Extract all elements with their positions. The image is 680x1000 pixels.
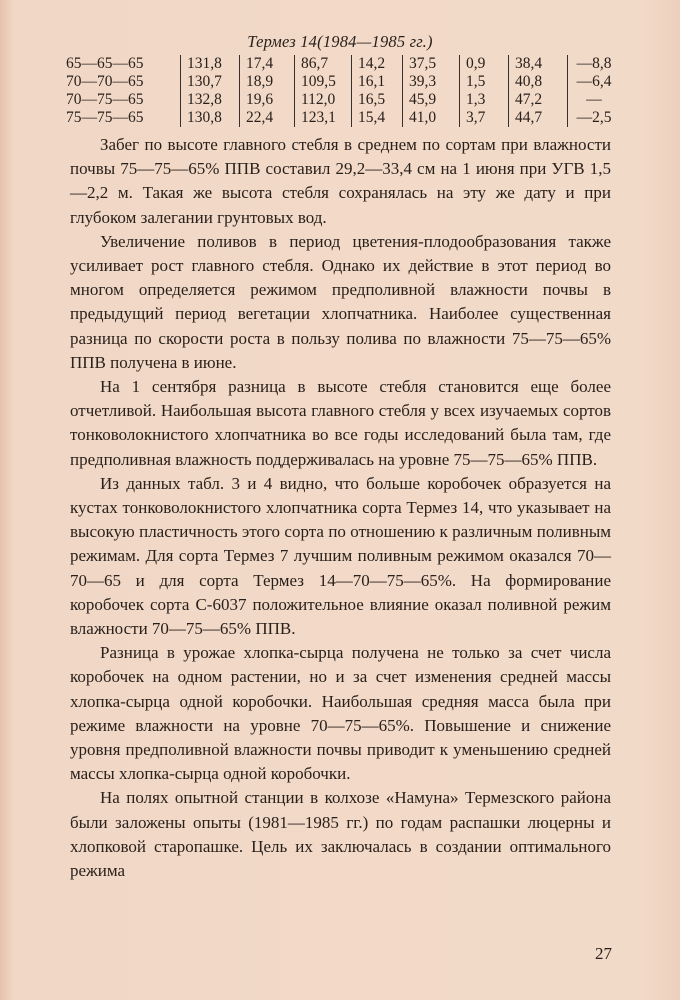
table-cell: 130,8 [181,109,240,127]
table-row [66,55,620,73]
table-cell: 38,4 [509,55,568,73]
page-number: 27 [595,944,612,963]
table-cell: 44,7 [509,109,568,127]
paragraph: Разница в урожае хлопка-сырца получена не только за счет числа коробочек на одном растении, но и за счет изменения средней массы хлопка-сырца одной коробочки. Наибольшая средняя масса была при режиме влажности на уровне 70—75—65%. Повышение и снижение уровня предполивной влажности почвы приводит к уменьшению средней массы хлопка-сырца одной коробочки. [70,643,611,784]
table-cell: 131,8 [181,55,240,73]
running-head: Термез 14(1984—1985 гг.) [247,32,433,51]
table-cell: —6,4 [568,73,621,91]
data-table [66,55,620,127]
row-label: 75—75—65 [66,109,144,126]
table-row [66,91,620,109]
table-cell: —8,8 [568,55,621,73]
table-cell: 15,4 [352,109,403,127]
table-cell: 17,4 [240,55,295,73]
table-cell: 16,1 [352,73,403,91]
table-row [66,109,620,127]
body-text [70,133,611,883]
table-cell: 109,5 [295,73,352,91]
table-cell: 22,4 [240,109,295,127]
table-cell: 40,8 [509,73,568,91]
row-label: 70—75—65 [66,91,144,108]
table-cell: 41,0 [403,109,460,127]
table-cell: 14,2 [352,55,403,73]
table-cell: 0,9 [460,55,509,73]
table-cell: 45,9 [403,91,460,109]
table-cell: 123,1 [295,109,352,127]
table-cell: 112,0 [295,91,352,109]
table-cell: 130,7 [181,73,240,91]
table-cell: —2,5 [568,109,621,127]
table-cell: 16,5 [352,91,403,109]
paragraph: На полях опытной станции в колхозе «Намуна» Термезского района были заложены опыты (1981—1985 гг.) по годам распашки люцерны и хлопковой старопашке. Цель их заключалась в создании оптимального режима [70,788,611,881]
table-row [66,73,620,91]
paragraph: На 1 сентября разница в высоте стебля становится еще более отчетливой. Наибольшая высота главного стебля у всех изучаемых сортов тонковолокнистого хлопчатника во все годы исследований была там, где предполивная влажность поддерживалась на уровне 75—75—65% ППВ. [70,377,611,469]
table-cell: 132,8 [181,91,240,109]
table-cell: 19,6 [240,91,295,109]
row-label: 70—70—65 [66,73,144,90]
data-table-body [66,55,620,127]
row-label: 65—65—65 [66,55,144,72]
table-cell: 47,2 [509,91,568,109]
table-cell: 39,3 [403,73,460,91]
table-cell: 1,5 [460,73,509,91]
table-cell: 18,9 [240,73,295,91]
paragraph: Увеличение поливов в период цветения-плодообразования также усиливает рост главного стебля. Однако их действие в этот период во многом определяется режимом предполивной влажности почвы в предыдущий период вегетации хлопчатника. Наиболее существенная разница по скорости роста в пользу полива по влажности 75—75—65% ППВ получена в июне. [70,231,611,372]
table-cell: 3,7 [460,109,509,127]
table-cell: — [568,91,621,109]
table-cell: 1,3 [460,91,509,109]
table-cell: 37,5 [403,55,460,73]
paragraph: Забег по высоте главного стебля в среднем по сортам при влажности почвы 75—75—65% ППВ составил 29,2—33,4 см на 1 июня при УГВ 1,5—2,2 м. Такая же высота стебля сохранялась на эту же дату и при глубоком залегании грунтовых вод. [70,135,611,227]
table-cell: 86,7 [295,55,352,73]
paragraph: Из данных табл. 3 и 4 видно, что больше коробочек образуется на кустах тонковолокнистого хлопчатника сорта Термез 14, что указывает на высокую пластичность этого сорта по отношению к различным поливным режимам. Для сорта Термез 7 лучшим поливным режимом оказался 70—70—65 и для сорта Термез 14—70—75—65%. На формирование коробочек сорта С-6037 положительное влияние оказал поливной режим влажности 70—75—65% ППВ. [70,473,611,639]
